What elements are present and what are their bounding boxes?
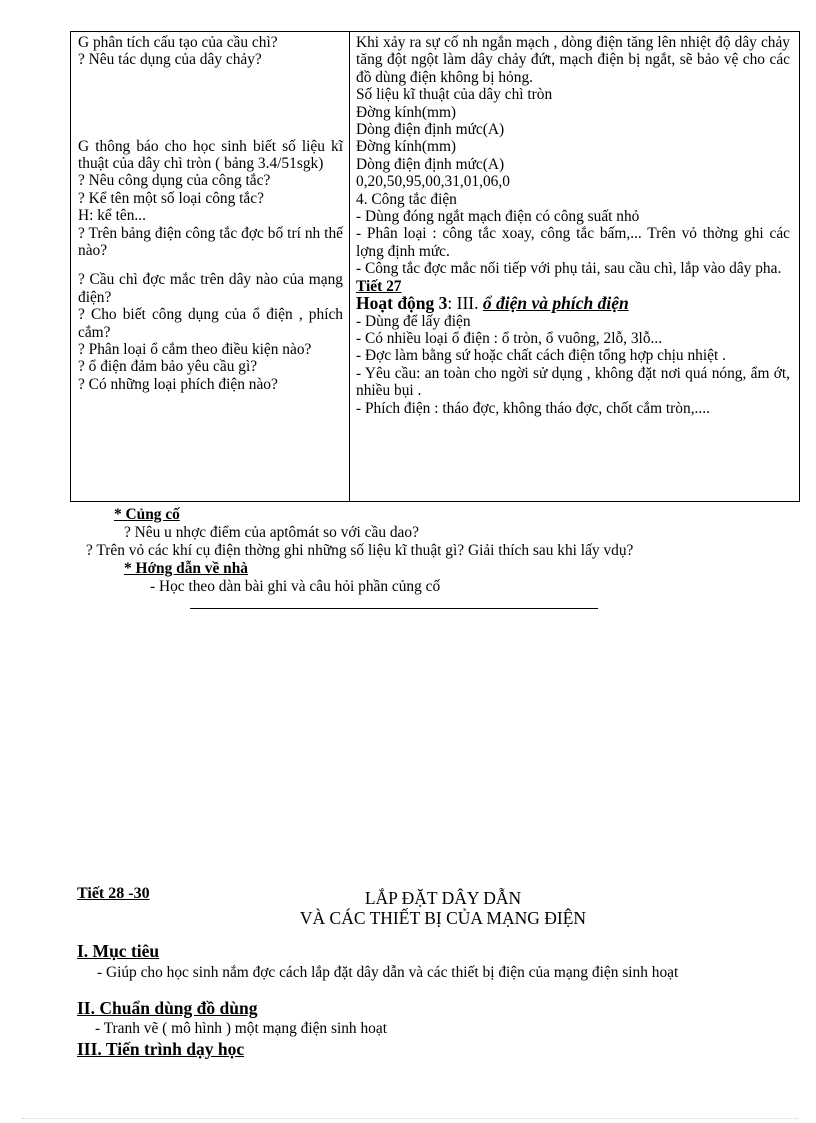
right-line: - Yêu cầu: an toàn cho ngời sử dụng , không đặt nơi quá nóng, ẩm ớt, nhiều bụi . [356,364,790,400]
right-line: 0,20,50,95,00,31,01,06,0 [356,173,510,191]
left-line: ? Phân loại ổ cắm theo điều kiện nào? [78,341,312,359]
right-line: - Phân loại : công tắc xoay, công tắc bấm,... Trên vỏ thờng ghi các lợng định mức. [356,225,790,260]
right-line: Dòng điện định mức(A) [356,121,505,139]
activity-heading: Hoạt động 3: III. ổ điện và phích điện [356,293,629,314]
title-line: LẮP ĐẶT DÂY DẪN [364,888,522,908]
right-line: Khi xảy ra sự cố nh ngắn mạch , dòng điện tăng lên nhiệt độ dây chảy tăng đột ngột làm dây chảy đứt, mạch điện bị ngắt, sẽ bảo vệ cho các đồ dùng điện không bị hỏng. [356,34,790,86]
left-line: ? Cầu chì đợc mắc trên dây nào của mạng điện? [78,271,343,306]
column-divider [349,32,350,501]
process-heading: III. Tiến trình dạy học [77,1039,245,1059]
right-line: Dòng điện định mức(A) [356,155,505,173]
right-line: Đờng kính(mm) [356,103,457,121]
left-line: ? Trên bảng điện công tắc đợc bố trí nh thế nào? [78,224,343,260]
review-heading: * Củng cố [114,506,180,523]
left-line: G phân tích cấu tạo của cầu chì? [78,34,278,51]
right-line: - Đợc làm bằng sứ hoặc chất cách điện tổng hợp chịu nhiệt . [356,347,726,365]
content-column [356,34,790,417]
left-line: ? Có những loại phích điện nào? [78,375,278,393]
preparation-heading: II. Chuẩn dùng đồ dùng [77,998,258,1018]
teacher-column [78,34,343,393]
right-line: 4. Công tắc điện [356,190,457,208]
right-line: - Dùng để lấy điện [356,312,471,330]
left-line: ? Kể tên một số loại công tắc? [78,189,264,207]
separator-line [190,608,598,609]
right-line: - Có nhiều loại ổ điện : ổ tròn, ổ vuông, 2lỗ, 3lỗ... [356,329,663,347]
right-line: Đờng kính(mm) [356,138,457,156]
lesson-table [70,31,800,502]
left-line: ? Nêu công dụng của công tắc? [78,172,271,190]
left-line: G thông báo cho học sinh biết số liệu kĩ thuật của dây chì tròn ( bảng 3.4/51sgk) [78,137,343,172]
page-bottom-rule [22,1118,798,1119]
left-line: ? Cho biết công dụng của ổ điện , phích cắm? [78,306,343,341]
left-line: H: kể tên... [78,207,146,225]
homework-heading: * Hớng dẫn về nhà [124,560,248,577]
right-line: - Phích điện : tháo đợc, không tháo đợc, chốt cắm tròn,.... [356,399,710,417]
lesson-period: Tiết 28 -30 [77,885,150,902]
homework-item: - Học theo dàn bài ghi và câu hỏi phần củng cố [150,578,441,595]
right-line: - Dùng đóng ngắt mạch điện có công suất nhỏ [356,208,640,226]
preparation-text: - Tranh vẽ ( mô hình ) một mạng điện sinh hoạt [95,1020,387,1037]
right-line: Số liệu kĩ thuật của dây chì tròn [356,86,553,104]
review-question: ? Nêu u nhợc điểm của aptômát so với cầu dao? [124,524,419,541]
left-line: ? ổ điện đảm bảo yêu cầu gì? [78,358,258,376]
lesson-title [243,888,643,928]
right-line: - Công tắc đợc mắc nối tiếp với phụ tải, sau cầu chì, lắp vào dây pha. [356,260,782,278]
period-label: Tiết 27 [356,277,402,295]
left-line: ? Nêu tác dụng của dây chảy? [78,51,262,69]
objectives-heading: I. Mục tiêu [77,941,160,961]
review-question: ? Trên vỏ các khí cụ điện thờng ghi những số liệu kĩ thuật gì? Giải thích sau khi lấy vdụ? [86,542,634,559]
objectives-text: - Giúp cho học sinh nắm đợc cách lắp đặt dây dẫn và các thiết bị điện của mạng điện sinh hoạt [97,964,679,981]
title-line: VÀ CÁC THIẾT BỊ CỦA MẠNG ĐIỆN [299,908,587,928]
